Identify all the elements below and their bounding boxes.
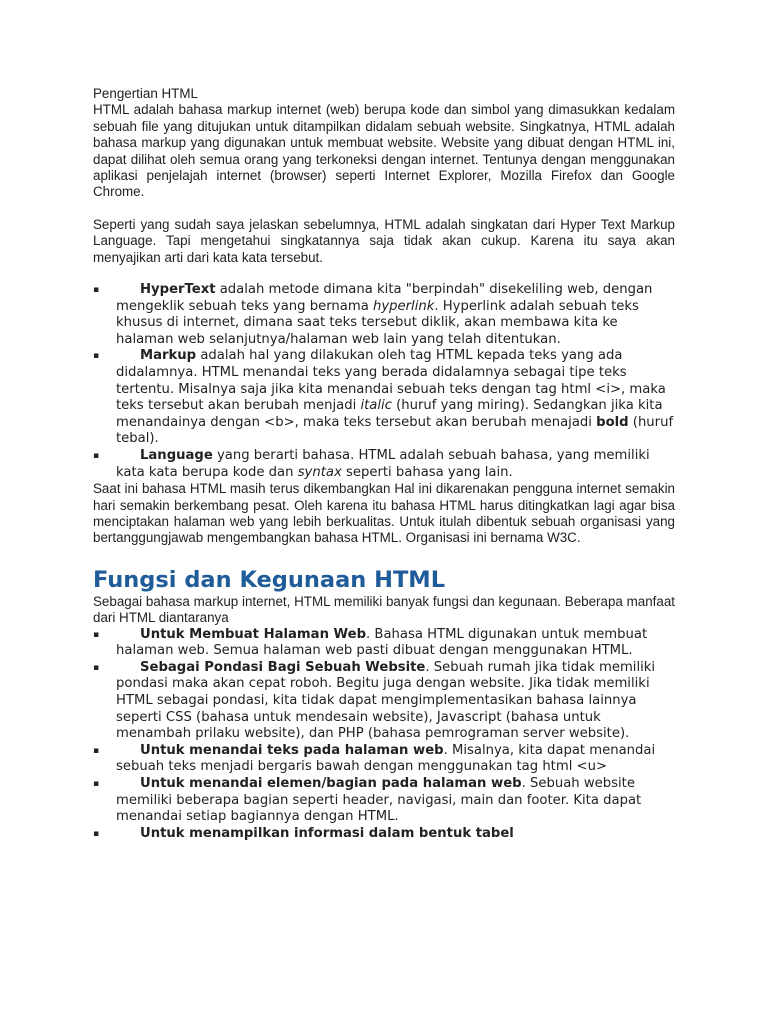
bullet-icon: ▪ xyxy=(93,451,100,461)
term-text: seperti bahasa yang lain. xyxy=(341,464,513,480)
term-strong: bold xyxy=(596,414,629,430)
list-item-function xyxy=(93,776,675,826)
bullet-icon: ▪ xyxy=(93,351,100,362)
bullet-icon: ▪ xyxy=(93,629,100,640)
term-text: . Hyperlink adalah sebuah teks khusus di internet, dimana saat teks tersebut diklik, akan membawa kita ke halaman web selanjutnya/halaman web lain yang telah ditentukan. xyxy=(116,298,639,347)
function-label: Untuk menampilkan informasi dalam bentuk tabel xyxy=(140,825,514,841)
bullet-icon: ▪ xyxy=(93,828,100,839)
list-item-function xyxy=(93,826,675,843)
function-label: Sebagai Pondasi Bagi Sebuah Website xyxy=(140,659,426,675)
list-item-markup xyxy=(93,348,675,448)
list-item-function xyxy=(93,627,675,660)
term-emphasis: hyperlink xyxy=(372,298,435,314)
function-text: . Sebuah rumah jika tidak memiliki pondasi maka akan cepat roboh. Begitu juga dengan website. Jika tidak memiliki HTML sebagai pondasi, kita tidak dapat mengimplementasikan bahasa lainnya seperti CSS (bahasa untuk mendesain website), Javascript (bahasa untuk menambah prilaku website), dan PHP (bahasa pemrograman server website). xyxy=(116,659,656,742)
list-item-language xyxy=(93,448,675,481)
function-label: Untuk Membuat Halaman Web xyxy=(140,626,367,642)
paragraph-definition: HTML adalah bahasa markup internet (web) berupa kode dan simbol yang dimasukkan kedalam sebuah file yang ditujukan untuk ditampilkan didalam sebuah website. Singkatnya, HTML adalah bahasa markup yang digunakan untuk membuat website. Website yang dibuat dengan HTML ini, dapat dilihat oleh semua orang yang terkoneksi dengan internet. Tentunya dengan menggunakan aplikasi penjelajah internet (browser) seperti Internet Explorer, Mozilla Firefox dan Google Chrome. xyxy=(93,102,675,200)
list-item-function xyxy=(93,743,675,776)
bullet-icon: ▪ xyxy=(93,285,100,296)
paragraph-functions-intro: Sebagai bahasa markup internet, HTML memiliki banyak fungsi dan kegunaan. Beberapa manfaat dari HTML diantaranya xyxy=(93,593,675,626)
bullet-icon: ▪ xyxy=(93,662,100,673)
functions-list xyxy=(93,627,675,843)
term-text: adalah hal yang dilakukan oleh tag HTML kepada teks yang ada didalamnya. HTML menandai teks yang berada didalamnya sebagai tipe teks tertentu. Misalnya saja jika kita menandai sebuah teks dengan tag html <i>, maka teks tersebut akan berubah menjadi xyxy=(116,348,666,414)
term-emphasis: italic xyxy=(360,398,392,414)
term-label: Language xyxy=(140,448,213,463)
bullet-icon: ▪ xyxy=(93,778,100,789)
function-label: Untuk menandai elemen/bagian pada halaman web xyxy=(140,775,522,791)
function-text: . Misalnya, kita dapat menandai sebuah teks menjadi bergaris bawah dengan menggunakan tag html <u> xyxy=(116,742,656,775)
paragraph-development: Saat ini bahasa HTML masih terus dikembangkan Hal ini dikarenakan pengguna internet semakin hari semakin berkembang pesat. Oleh karena itu bahasa HTML harus ditingkatkan lagi agar bisa menciptakan halaman web yang lebih berkualitas. Untuk itulah dibentuk sebuah organisasi yang bertanggungjawab mengembangkan bahasa HTML. Organisasi ini bernama W3C. xyxy=(93,481,675,546)
term-label: Markup xyxy=(140,348,197,364)
term-text: adalah metode dimana kita "berpindah" disekeliling web, dengan mengeklik sebuah teks yang bernama xyxy=(116,282,653,314)
paragraph-acronym: Seperti yang sudah saya jelaskan sebelumnya, HTML adalah singkatan dari Hyper Text Markup Language. Tapi mengetahui singkatannya saja tidak akan cukup. Karena itu saya akan menyajikan arti dari kata kata tersebut. xyxy=(93,216,675,265)
document-page xyxy=(93,86,675,842)
function-label: Untuk menandai teks pada halaman web xyxy=(140,742,444,758)
term-list xyxy=(93,282,675,481)
function-text: . Sebuah website memiliki beberapa bagian seperti header, navigasi, main dan footer. Kita dapat menandai setiap bagiannya dengan HTML. xyxy=(116,775,642,825)
bullet-icon: ▪ xyxy=(93,745,100,756)
term-label: HyperText xyxy=(140,282,216,298)
list-item-hypertext xyxy=(93,282,675,348)
section-heading: Fungsi dan Kegunaan HTML xyxy=(93,566,446,593)
list-item-function xyxy=(93,660,675,743)
function-text: . Bahasa HTML digunakan untuk membuat halaman web. Semua halaman web pasti dibuat dengan menggunakan HTML. xyxy=(116,626,648,659)
term-text: yang berarti bahasa. HTML adalah sebuah bahasa, yang memiliki kata kata berupa kode dan xyxy=(116,448,650,480)
term-text: (huruf tebal). xyxy=(116,414,674,447)
section-title: Pengertian HTML xyxy=(93,86,198,101)
term-text: (huruf yang miring). Sedangkan jika kita menandainya dengan <b>, maka teks tersebut akan berubah menajadi xyxy=(116,398,663,430)
term-emphasis: syntax xyxy=(297,464,342,480)
